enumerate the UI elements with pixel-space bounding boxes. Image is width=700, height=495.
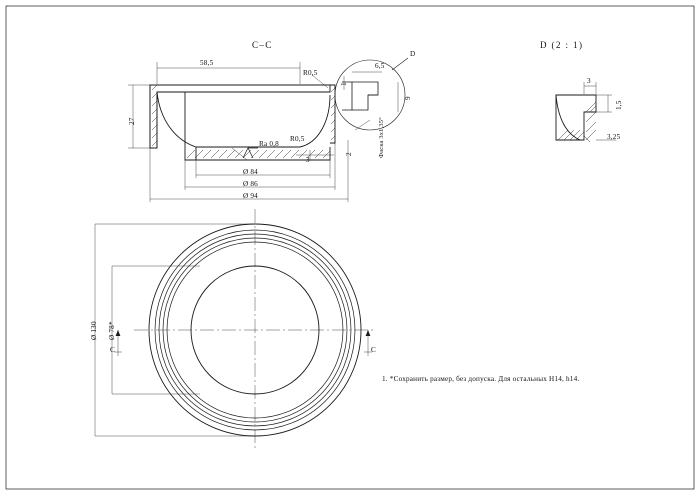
dim-3: 3 [306,156,310,164]
detail-callout-label: D [410,50,416,58]
detail-view-hatching [558,102,596,142]
dim-d84: Ø 84 [243,168,258,176]
dim-d78: Ø 78* [108,321,116,340]
detail-circle-geometry [342,82,378,110]
detail-view-dims [584,82,616,140]
roughness-label: Ra 0,8 [259,140,279,148]
dim-dd325: 3,25 [607,133,621,141]
dim-2: 2 [345,152,353,156]
dim-dd15: 1,5 [615,100,623,110]
dim-d86: Ø 86 [243,180,258,188]
section-mark-left: C [110,346,115,354]
section-view-geometry [150,85,335,160]
dim-585: 58,5 [200,59,214,67]
dim-27: 27 [128,117,136,125]
dim-d94: Ø 94 [243,192,258,200]
section-mark-right: C [371,346,376,354]
dim-dd3: 3 [587,77,591,85]
detail-view-geometry [556,95,596,140]
dim-65: 6,5 [375,62,385,70]
detail-circle-D [335,58,408,130]
dim-1: 1 [340,82,348,86]
dim-r05-bot: R0,5 [290,135,305,143]
dim-9: 9 [404,96,412,100]
detail-view-title: D (2 : 1) [540,40,584,50]
plan-centerlines [134,209,376,451]
dim-r05-top: R0,5 [303,69,318,77]
section-arrow-heads [116,330,371,336]
chamfer-label: Фаска 3х1,35° [378,117,385,158]
section-view-title: C–C [252,40,273,50]
note-1: 1. *Сохранить размер, без допуска. Для остальных H14, h14. [382,375,580,383]
dim-d130: Ø 130 [90,321,98,340]
